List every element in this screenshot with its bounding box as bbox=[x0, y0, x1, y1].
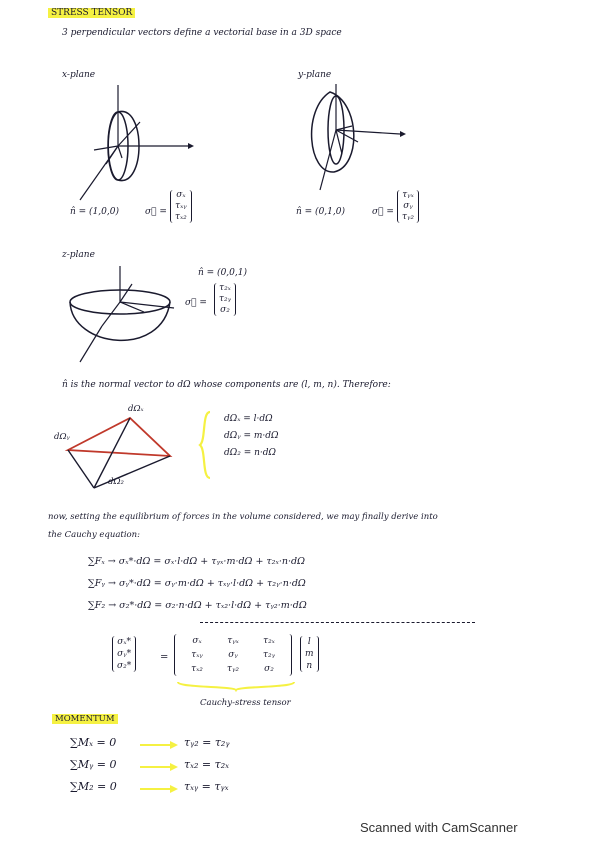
x-plane-sigma: σ⃗ = bbox=[145, 207, 167, 217]
component-z: dΩ₂ = n·dΩ bbox=[224, 448, 276, 458]
equation-fx: ∑Fₓ → σₓ*·dΩ = σₓ·l·dΩ + τᵧₓ·m·dΩ + τ₂ₓ·n·dΩ bbox=[88, 556, 305, 567]
cauchy-lhs-vector: σₓ* σᵧ* σ₂* bbox=[112, 636, 136, 672]
tensor-underline-brace bbox=[176, 680, 296, 692]
component-y: dΩᵧ = m·dΩ bbox=[224, 431, 279, 441]
momentum-result-z: τₓᵧ = τᵧₓ bbox=[184, 780, 229, 793]
z-plane-label: z-plane bbox=[62, 250, 95, 260]
cauchy-rhs-vector: l m n bbox=[300, 636, 319, 672]
equilibrium-text-2: the Cauchy equation: bbox=[48, 530, 141, 540]
momentum-result-y: τₓ₂ = τ₂ₓ bbox=[184, 758, 230, 771]
normal-vector-text: n̂ is the normal vector to dΩ whose components are (l, m, n). Therefore: bbox=[62, 380, 391, 390]
y-plane-matrix: τᵧₓ σᵧ τᵧ₂ bbox=[397, 190, 419, 223]
cauchy-stress-tensor: σₓ τᵧₓ τ₂ₓ τₓᵧ σᵧ τ₂ᵧ τₓ₂ τᵧ₂ σ₂ bbox=[174, 634, 292, 676]
y-plane-label: y-plane bbox=[298, 70, 332, 80]
component-x: dΩₓ = l·dΩ bbox=[224, 414, 273, 424]
momentum-title: MOMENTUM bbox=[52, 714, 118, 724]
x-plane-normal: n̂ = (1,0,0) bbox=[70, 207, 119, 217]
cauchy-caption: Cauchy-stress tensor bbox=[200, 698, 291, 708]
momentum-arrow-x bbox=[140, 740, 180, 750]
y-plane-normal: n̂ = (0,1,0) bbox=[296, 207, 345, 217]
z-plane-sigma: σ⃗ = bbox=[185, 298, 207, 308]
tetra-label-left: dΩᵧ bbox=[54, 432, 70, 442]
momentum-result-x: τᵧ₂ = τ₂ᵧ bbox=[184, 736, 230, 749]
tetra-label-top: dΩₓ bbox=[128, 404, 144, 414]
page-title: STRESS TENSOR bbox=[48, 8, 135, 18]
x-plane-matrix: σₓ τₓᵧ τₓ₂ bbox=[170, 190, 192, 223]
cauchy-equals: = bbox=[160, 652, 169, 663]
equilibrium-text-1: now, setting the equilibrium of forces in the volume considered, we may finally derive into bbox=[48, 512, 438, 522]
equation-fy: ∑Fᵧ → σᵧ*·dΩ = σᵧ·m·dΩ + τₓᵧ·l·dΩ + τ₂ᵧ·n·dΩ bbox=[88, 578, 306, 589]
separator-dashed-line bbox=[200, 622, 475, 623]
x-plane-label: x-plane bbox=[62, 70, 96, 80]
momentum-sum-x: ∑Mₓ = 0 bbox=[70, 736, 117, 749]
equation-fz: ∑F₂ → σ₂*·dΩ = σ₂·n·dΩ + τₓ₂·l·dΩ + τᵧ₂·m·dΩ bbox=[88, 600, 307, 611]
momentum-arrow-y bbox=[140, 762, 180, 772]
momentum-sum-z: ∑M₂ = 0 bbox=[70, 780, 117, 793]
intro-text: 3 perpendicular vectors define a vectorial base in a 3D space bbox=[62, 28, 342, 38]
scanner-watermark: Scanned with CamScanner bbox=[360, 820, 518, 835]
yellow-brace bbox=[198, 410, 214, 480]
y-plane-diagram bbox=[290, 82, 420, 202]
z-plane-matrix: τ₂ₓ τ₂ᵧ σ₂ bbox=[214, 283, 236, 316]
y-plane-sigma: σ⃗ = bbox=[372, 207, 394, 217]
momentum-arrow-z bbox=[140, 784, 180, 794]
momentum-sum-y: ∑Mᵧ = 0 bbox=[70, 758, 117, 771]
tetra-label-bottom: dΩ₂ bbox=[108, 477, 124, 487]
z-plane-diagram bbox=[62, 262, 182, 372]
z-plane-normal: n̂ = (0,0,1) bbox=[198, 268, 247, 278]
